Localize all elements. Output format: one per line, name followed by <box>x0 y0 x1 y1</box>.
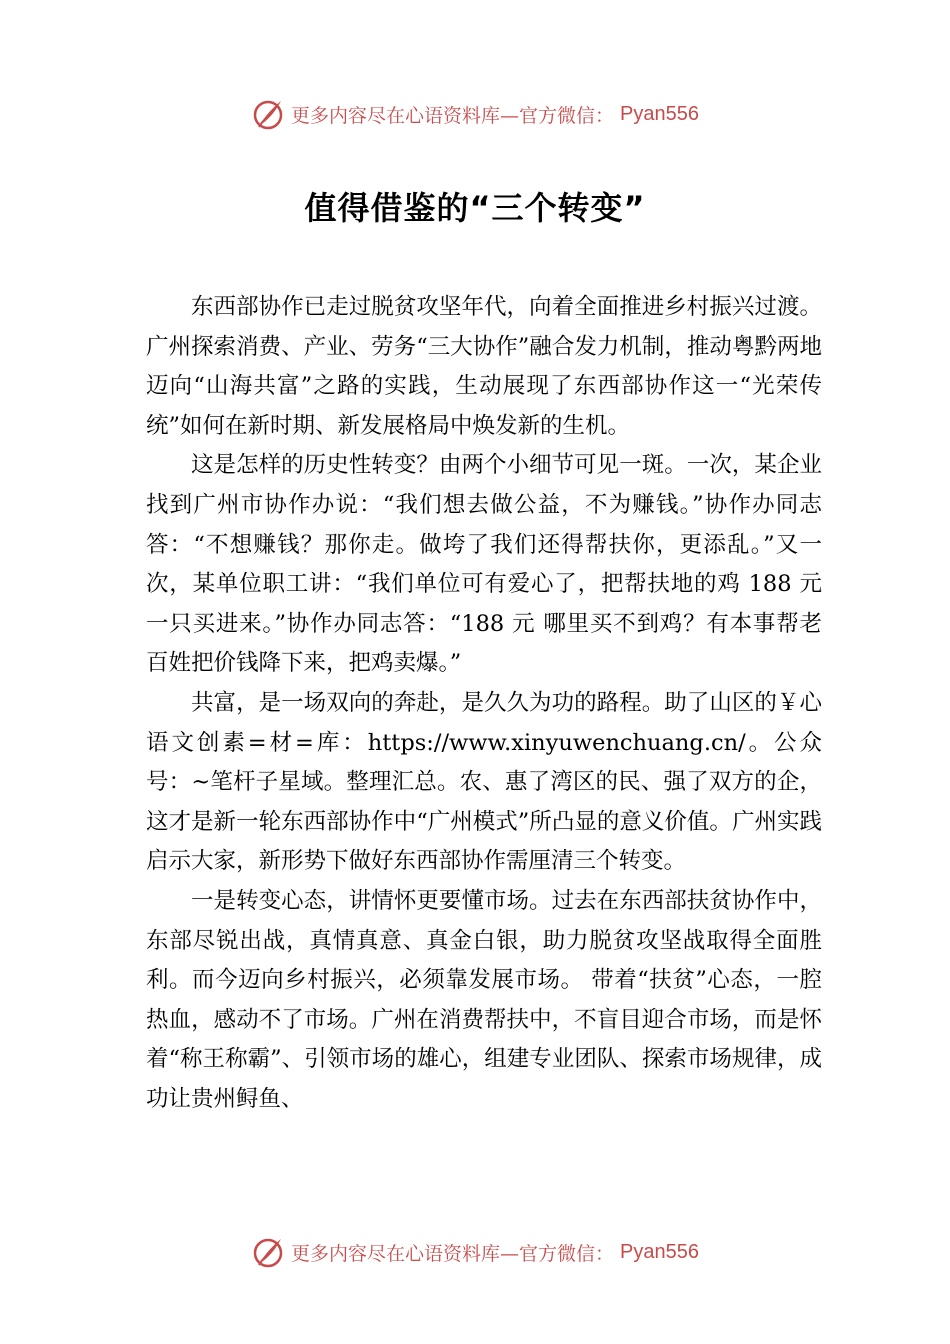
header-banner-text: 更多内容尽在心语资料库—官方微信： <box>291 104 615 127</box>
header-banner-wechat-id: Pyan556 <box>620 102 699 125</box>
quill-logo-icon <box>251 1235 285 1269</box>
quill-logo-icon <box>251 97 285 131</box>
article-title: 值得借鉴的“三个转变” <box>304 189 646 227</box>
paragraph-2: 这是怎样的历史性转变？由两个小细节可见一斑。一次，某企业找到广州市协作办说：“我们想去做公益，不为赚钱。”协作办同志答：“不想赚钱？那你走。做垮了我们还得帮扶你，更添乱。”又一次，某单位职工讲：“我们单位可有爱心了，把帮扶地的鸡 188 元一只买进来。”协作办同志答：“188 元 哪里买不到鸡？有本事帮老百姓把价钱降下来，把鸡卖爆。” <box>146 452 822 677</box>
paragraph-1: 东西部协作已走过脱贫攻坚年代，向着全面推进乡村振兴过渡。广州探索消费、产业、劳务“三大协作”融合发力机制，推动粤黔两地迈向“山海共富”之路的实践，生动展现了东西部协作这一“光荣传统”如何在新时期、新发展格局中焕发新的生机。 <box>146 294 822 439</box>
footer-watermark-banner <box>0 1232 950 1272</box>
header-watermark-banner <box>0 94 950 134</box>
paragraph-4: 一是转变心态，讲情怀更要懂市场。过去在东西部扶贫协作中，东部尽锐出战，真情真意、真金白银，助力脱贫攻坚战取得全面胜利。而今迈向乡村振兴，必须靠发展市场。 带着“扶贫”心态，一腔热血，感动不了市场。广州在消费帮扶中，不盲目迎合市场，而是怀着“称王称霸”、引领市场的雄心，组建专业团队、探索市场规律，成功让贵州鲟鱼、 <box>146 887 822 1112</box>
footer-banner-wechat-id: Pyan556 <box>620 1240 699 1263</box>
footer-banner-text: 更多内容尽在心语资料库—官方微信： <box>291 1242 615 1265</box>
article-body <box>146 288 822 1119</box>
paragraph-3: 共富，是一场双向的奔赴，是久久为功的路程。助了山区的￥心语文创素=材=库：https://www.xinyuwenchuang.cn/。公众号：~笔杆子星域。整理汇总。农、惠了湾区的民、强了双方的企，这才是新一轮东西部协作中“广州模式”所凸显的意义价值。广州实践启示大家，新形势下做好东西部协作需厘清三个转变。 <box>146 689 822 875</box>
